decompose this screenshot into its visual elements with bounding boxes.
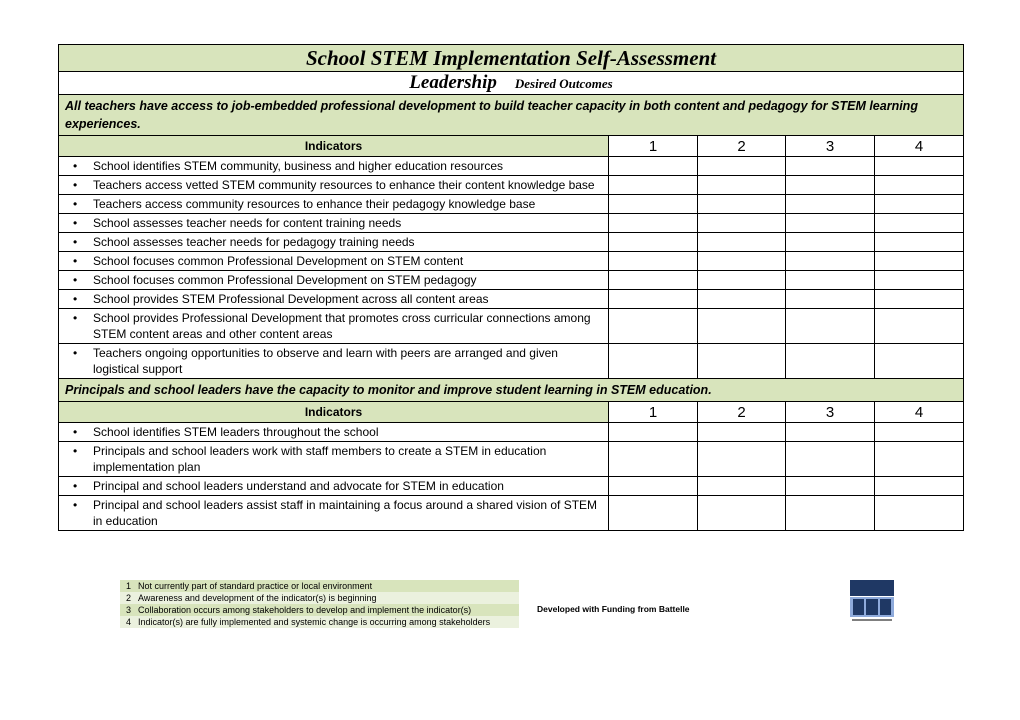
legend-number: 1 [126, 581, 132, 591]
indicator-text: School assesses teacher needs for content training needs [93, 216, 402, 230]
indicator-row [59, 442, 964, 477]
indicator-cell [59, 252, 609, 271]
indicator-row [59, 290, 964, 309]
outcome-1: All teachers have access to job-embedded professional development to build teacher capacity in both content and pedagogy for STEM learning experiences. [59, 95, 964, 136]
indicator-content [73, 234, 602, 250]
indicator-content [73, 291, 602, 307]
indicator-text: School assesses teacher needs for pedagogy training needs [93, 235, 415, 249]
indicator-cell [59, 477, 609, 496]
rating-cell-2[interactable] [698, 477, 786, 496]
indicator-cell [59, 496, 609, 531]
rating-cell-3[interactable] [786, 423, 875, 442]
indicator-content [73, 253, 602, 269]
bullet-icon: • [73, 178, 78, 192]
rating-cell-2[interactable] [698, 271, 786, 290]
indicator-cell [59, 195, 609, 214]
scale-4: 4 [875, 136, 964, 157]
legend-row [120, 580, 519, 592]
rating-cell-4[interactable] [875, 496, 964, 531]
bullet-icon: • [73, 254, 78, 268]
indicator-row [59, 252, 964, 271]
scale-2: 2 [698, 136, 786, 157]
rating-cell-2[interactable] [698, 195, 786, 214]
rating-cell-4[interactable] [875, 309, 964, 344]
indicator-text: School focuses common Professional Development on STEM content [93, 254, 464, 268]
rating-cell-1[interactable] [609, 195, 698, 214]
bullet-icon: • [73, 292, 78, 306]
rating-cell-1[interactable] [609, 344, 698, 379]
bullet-icon: • [73, 159, 78, 173]
indicator-cell [59, 214, 609, 233]
rating-cell-2[interactable] [698, 442, 786, 477]
indicator-content [73, 478, 602, 494]
rating-cell-1[interactable] [609, 477, 698, 496]
rating-cell-2[interactable] [698, 290, 786, 309]
indicator-text: School identifies STEM community, business and higher education resources [93, 159, 503, 173]
indicator-text: School provides Professional Development that promotes cross curricular connections among STEM content areas and other content areas [93, 311, 591, 341]
indicator-row [59, 214, 964, 233]
indicator-cell [59, 442, 609, 477]
rating-cell-1[interactable] [609, 214, 698, 233]
rating-cell-3[interactable] [786, 344, 875, 379]
rating-cell-3[interactable] [786, 271, 875, 290]
indicator-cell [59, 176, 609, 195]
indicator-content [73, 177, 602, 193]
rating-cell-1[interactable] [609, 309, 698, 344]
rating-cell-1[interactable] [609, 157, 698, 176]
indicator-cell [59, 344, 609, 379]
indicators-label: Indicators [59, 402, 609, 423]
scale-1: 1 [609, 402, 698, 423]
rating-cell-4[interactable] [875, 344, 964, 379]
indicator-cell [59, 423, 609, 442]
rating-cell-4[interactable] [875, 157, 964, 176]
subtitle [59, 72, 964, 95]
indicator-text: Principal and school leaders understand and advocate for STEM in education [93, 479, 504, 493]
rating-cell-1[interactable] [609, 176, 698, 195]
rating-cell-2[interactable] [698, 423, 786, 442]
rating-cell-1[interactable] [609, 423, 698, 442]
rating-cell-4[interactable] [875, 271, 964, 290]
indicator-content [73, 272, 602, 288]
legend-text: Collaboration occurs among stakeholders to develop and implement the indicator(s) [138, 605, 472, 615]
assessment-table [58, 44, 964, 531]
indicator-row [59, 271, 964, 290]
legend-text: Awareness and development of the indicator(s) is beginning [138, 593, 377, 603]
rating-cell-2[interactable] [698, 496, 786, 531]
rating-cell-2[interactable] [698, 214, 786, 233]
rating-cell-4[interactable] [875, 195, 964, 214]
rating-cell-3[interactable] [786, 176, 875, 195]
rating-cell-1[interactable] [609, 233, 698, 252]
rating-cell-1[interactable] [609, 290, 698, 309]
legend-number: 4 [126, 617, 132, 627]
indicator-text: Principals and school leaders work with staff members to create a STEM in education implementation plan [93, 444, 547, 474]
legend-row [120, 616, 519, 628]
legend-number: 2 [126, 593, 132, 603]
rating-cell-1[interactable] [609, 442, 698, 477]
subtitle-main: Leadership [409, 72, 497, 93]
bullet-icon: • [73, 235, 78, 249]
rating-cell-3[interactable] [786, 252, 875, 271]
indicator-content [73, 158, 602, 174]
indicator-row [59, 309, 964, 344]
rating-cell-1[interactable] [609, 252, 698, 271]
bullet-icon: • [73, 444, 78, 458]
assessment-sheet [58, 44, 963, 531]
indicator-text: Teachers ongoing opportunities to observe and learn with peers are arranged and given logistical support [93, 346, 558, 376]
rating-cell-4[interactable] [875, 176, 964, 195]
rating-cell-3[interactable] [786, 442, 875, 477]
rating-cell-3[interactable] [786, 195, 875, 214]
rating-cell-4[interactable] [875, 252, 964, 271]
bullet-icon: • [73, 498, 78, 512]
indicator-content [73, 497, 602, 529]
scale-2: 2 [698, 402, 786, 423]
indicator-text: Teachers access vetted STEM community resources to enhance their content knowledge base [93, 178, 595, 192]
bullet-icon: • [73, 311, 78, 325]
bullet-icon: • [73, 425, 78, 439]
rating-cell-3[interactable] [786, 477, 875, 496]
indicator-content [73, 424, 602, 440]
indicator-cell [59, 309, 609, 344]
indicator-text: School provides STEM Professional Development across all content areas [93, 292, 489, 306]
outcome-2: Principals and school leaders have the capacity to monitor and improve student learning in STEM education. [59, 379, 964, 402]
indicator-cell [59, 157, 609, 176]
subtitle-small: Desired Outcomes [514, 76, 613, 91]
rating-cell-4[interactable] [875, 214, 964, 233]
rating-cell-4[interactable] [875, 442, 964, 477]
legend-number: 3 [126, 605, 132, 615]
indicator-text: Teachers access community resources to enhance their pedagogy knowledge base [93, 197, 536, 211]
indicator-text: School focuses common Professional Development on STEM pedagogy [93, 273, 477, 287]
indicator-cell [59, 233, 609, 252]
rating-cell-4[interactable] [875, 233, 964, 252]
rating-cell-2[interactable] [698, 344, 786, 379]
indicator-row [59, 423, 964, 442]
funding-note: Developed with Funding from Battelle [537, 604, 690, 614]
indicator-cell [59, 290, 609, 309]
indicators-label: Indicators [59, 136, 609, 157]
scale-3: 3 [786, 402, 875, 423]
indicator-row [59, 157, 964, 176]
indicator-header-2 [59, 402, 964, 423]
rating-cell-1[interactable] [609, 496, 698, 531]
rating-cell-2[interactable] [698, 252, 786, 271]
legend-text: Indicator(s) are fully implemented and systemic change is occurring among stakeholders [138, 617, 491, 627]
indicator-row [59, 477, 964, 496]
page-title: School STEM Implementation Self-Assessment [59, 45, 964, 72]
rating-cell-2[interactable] [698, 176, 786, 195]
indicator-content [73, 196, 602, 212]
rating-cell-4[interactable] [875, 423, 964, 442]
rating-legend [120, 580, 519, 628]
legend-text: Not currently part of standard practice or local environment [138, 581, 373, 591]
indicator-row [59, 233, 964, 252]
legend-row [120, 604, 519, 616]
bullet-icon: • [73, 216, 78, 230]
rating-cell-2[interactable] [698, 157, 786, 176]
rating-cell-4[interactable] [875, 290, 964, 309]
rating-cell-4[interactable] [875, 477, 964, 496]
rating-cell-3[interactable] [786, 496, 875, 531]
indicator-header-1 [59, 136, 964, 157]
bullet-icon: • [73, 479, 78, 493]
esd-logo-graphic [850, 580, 894, 624]
scale-3: 3 [786, 136, 875, 157]
rating-cell-3[interactable] [786, 157, 875, 176]
indicator-row [59, 496, 964, 531]
rating-cell-3[interactable] [786, 290, 875, 309]
indicator-content [73, 215, 602, 231]
indicator-content [73, 443, 602, 475]
legend-row [120, 592, 519, 604]
rating-cell-1[interactable] [609, 271, 698, 290]
rating-cell-3[interactable] [786, 309, 875, 344]
indicator-content [73, 345, 602, 377]
rating-cell-2[interactable] [698, 309, 786, 344]
rating-cell-2[interactable] [698, 233, 786, 252]
indicator-row [59, 176, 964, 195]
indicator-row [59, 344, 964, 379]
indicator-content [73, 310, 602, 342]
bullet-icon: • [73, 197, 78, 211]
scale-4: 4 [875, 402, 964, 423]
indicator-row [59, 195, 964, 214]
indicator-text: School identifies STEM leaders throughout the school [93, 425, 379, 439]
rating-cell-3[interactable] [786, 214, 875, 233]
bullet-icon: • [73, 273, 78, 287]
bullet-icon: • [73, 346, 78, 360]
rating-cell-3[interactable] [786, 233, 875, 252]
esd-logo [850, 580, 894, 624]
indicator-cell [59, 271, 609, 290]
indicator-text: Principal and school leaders assist staff in maintaining a focus around a shared vision of STEM in education [93, 498, 598, 528]
scale-1: 1 [609, 136, 698, 157]
